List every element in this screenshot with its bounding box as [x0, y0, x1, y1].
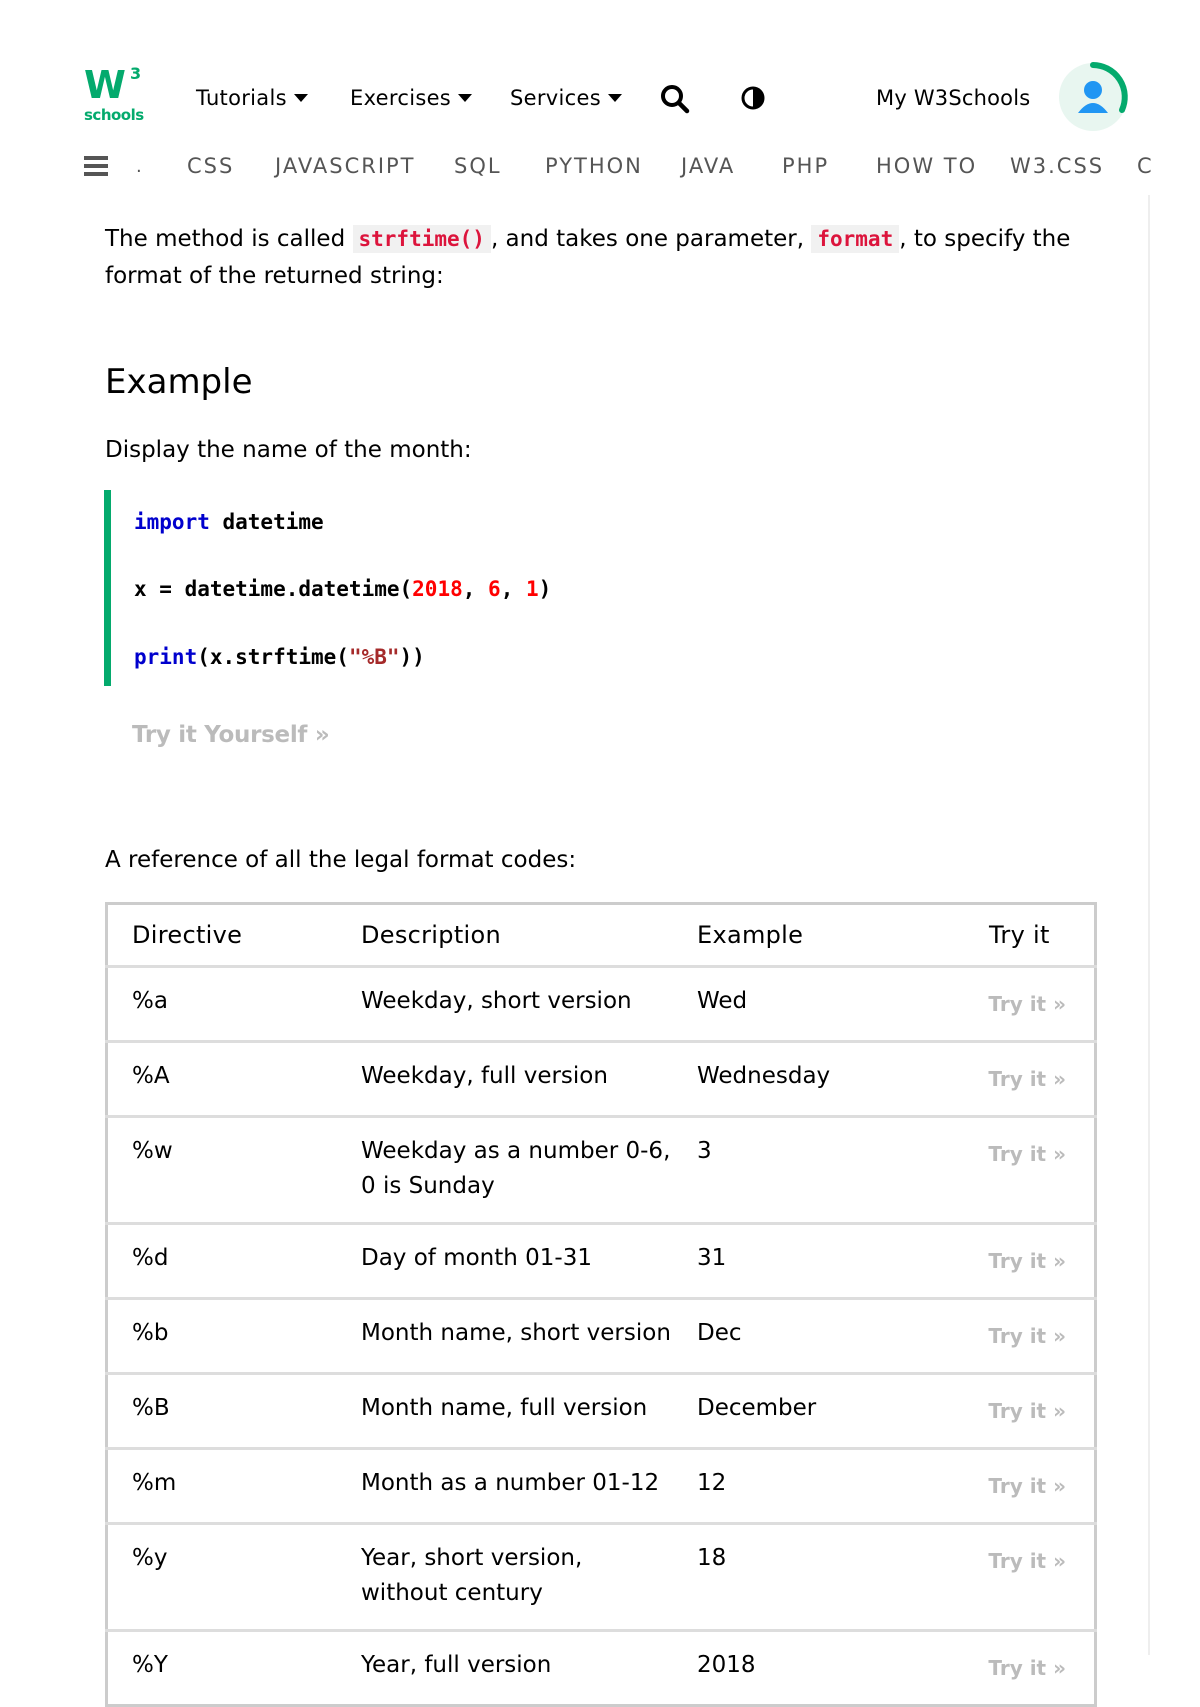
user-avatar-icon[interactable]	[1056, 60, 1130, 134]
cell-directive: %b	[107, 1299, 338, 1374]
cell-directive: %B	[107, 1374, 338, 1449]
menu-tutorials-label: Tutorials	[196, 86, 287, 110]
code-text: x = datetime.datetime(	[134, 577, 413, 601]
cell-directive: %Y	[132, 1652, 168, 1678]
table-row	[107, 1117, 1096, 1224]
nav-item-java[interactable]: JAVA	[681, 154, 736, 178]
cell-example: 12	[673, 1449, 961, 1524]
cell-try	[961, 1524, 1096, 1631]
table-row	[107, 1631, 1096, 1706]
cell-try	[961, 1449, 1096, 1524]
nav-item-css[interactable]: CSS	[187, 154, 235, 178]
try-it-button[interactable]: Try it »	[988, 1142, 1066, 1166]
inline-code-format: format	[811, 225, 899, 253]
header-try-it: Try it	[961, 904, 1096, 967]
try-it-button[interactable]: Try it »	[988, 1549, 1066, 1573]
cell-example: 3	[673, 1117, 961, 1224]
try-it-button[interactable]: Try it »	[988, 1249, 1066, 1273]
cell-description: Day of month 01-31	[337, 1224, 673, 1299]
cell-example: 18	[673, 1524, 961, 1631]
try-it-yourself-button[interactable]: Try it Yourself »	[132, 722, 330, 748]
table-row	[107, 1224, 1096, 1299]
menu-services-label: Services	[510, 86, 601, 110]
cell-description: Month name, short version	[337, 1299, 673, 1374]
caret-down-icon	[458, 94, 472, 102]
cell-example: 31	[673, 1224, 961, 1299]
intro-paragraph	[105, 221, 1105, 295]
table-row	[107, 1042, 1096, 1117]
subject-nav	[0, 150, 1200, 186]
code-number: 2018	[412, 577, 463, 601]
code-text: ))	[399, 645, 425, 669]
cell-example: December	[673, 1374, 961, 1449]
nav-item-w3css[interactable]: W3.CSS	[1010, 154, 1105, 178]
example-heading: Example	[105, 362, 253, 402]
cell-description: Weekday as a number 0-6, 0 is Sunday	[337, 1117, 673, 1224]
cell-description: Month name, full version	[337, 1374, 673, 1449]
code-line-2	[134, 577, 551, 601]
nav-dot: .	[136, 156, 142, 177]
logo-w: W	[84, 63, 123, 107]
caret-down-icon	[608, 94, 622, 102]
code-text: )	[538, 577, 552, 601]
inline-code-strftime: strftime()	[353, 225, 491, 253]
code-keyword-print: print	[134, 645, 198, 669]
menu-exercises[interactable]	[350, 86, 472, 110]
cell-description: Month as a number 01-12	[337, 1449, 673, 1524]
w3schools-logo[interactable]	[84, 63, 148, 126]
logo-superscript: 3	[130, 64, 142, 83]
cell-description: Weekday, short version	[337, 967, 673, 1042]
table-row	[107, 1524, 1096, 1631]
cell-example: Dec	[673, 1299, 961, 1374]
table-row	[107, 1374, 1096, 1449]
header-example: Example	[673, 904, 961, 967]
code-example	[104, 490, 1111, 686]
cell-example: 2018	[697, 1652, 756, 1678]
nav-item-javascript[interactable]: JAVASCRIPT	[275, 154, 416, 178]
table-row	[107, 1449, 1096, 1524]
nav-item-c[interactable]: C	[1137, 154, 1154, 178]
header-description: Description	[337, 904, 673, 967]
nav-item-howto[interactable]: HOW TO	[876, 154, 978, 178]
nav-item-python[interactable]: PYTHON	[545, 154, 643, 178]
cell-directive: %a	[107, 967, 338, 1042]
cell-try	[961, 1374, 1096, 1449]
cell-example: Wed	[673, 967, 961, 1042]
cell-description: Weekday, full version	[337, 1042, 673, 1117]
cell-try	[961, 1299, 1096, 1374]
try-it-button[interactable]: Try it »	[988, 1474, 1066, 1498]
cell-directive: %y	[107, 1524, 338, 1631]
code-line-1	[134, 510, 324, 534]
try-it-button[interactable]: Try it »	[988, 1067, 1066, 1091]
my-w3schools-link[interactable]: My W3Schools	[876, 86, 1031, 110]
logo-schools: schools	[84, 106, 144, 124]
code-string: "%B"	[348, 645, 400, 669]
cell-description: Year, short version, without century	[337, 1524, 673, 1631]
cell-try	[961, 1631, 1096, 1706]
cell-example: Wednesday	[673, 1042, 961, 1117]
cell-directive: %d	[107, 1224, 338, 1299]
format-codes-table	[105, 902, 1097, 1707]
hamburger-icon[interactable]	[84, 156, 108, 176]
intro-text-2: , and takes one parameter,	[490, 226, 812, 252]
cell-try	[961, 1042, 1096, 1117]
cell-try	[961, 1117, 1096, 1224]
try-it-button[interactable]: Try it »	[988, 992, 1066, 1016]
table-header-row	[107, 904, 1096, 967]
menu-tutorials[interactable]	[196, 86, 308, 110]
cell-directive: %w	[107, 1117, 338, 1224]
code-text: datetime	[209, 510, 324, 534]
try-it-button[interactable]: Try it »	[988, 1399, 1066, 1423]
code-number: 1	[525, 577, 539, 601]
search-icon[interactable]	[660, 84, 690, 114]
code-number: 6	[488, 577, 501, 601]
cell-try	[961, 967, 1096, 1042]
nav-item-php[interactable]: PHP	[782, 154, 830, 178]
example-caption: Display the name of the month:	[105, 437, 472, 463]
top-bar	[0, 0, 1200, 140]
intro-text-4: format of the returned string:	[105, 263, 444, 289]
menu-exercises-label: Exercises	[350, 86, 452, 110]
try-it-button[interactable]: Try it »	[988, 1656, 1066, 1680]
intro-text-3: , to specify the	[899, 226, 1071, 252]
caret-down-icon	[294, 94, 308, 102]
cell-directive: %m	[107, 1449, 338, 1524]
code-line-3	[134, 645, 425, 669]
cell-description: Year, full version	[361, 1652, 552, 1678]
reference-caption: A reference of all the legal format codes:	[105, 847, 577, 873]
try-it-button[interactable]: Try it »	[988, 1324, 1066, 1348]
cell-directive: %A	[107, 1042, 338, 1117]
code-text: ,	[462, 577, 489, 601]
content-divider	[1148, 195, 1150, 1655]
code-keyword-import: import	[134, 510, 210, 534]
header-directive: Directive	[107, 904, 338, 967]
menu-services[interactable]	[510, 86, 622, 110]
cell-try	[961, 1224, 1096, 1299]
table-row	[107, 1299, 1096, 1374]
intro-text-1: The method is called	[105, 226, 353, 252]
code-text: ,	[500, 577, 526, 601]
contrast-icon[interactable]	[741, 86, 765, 110]
nav-item-sql[interactable]: SQL	[454, 154, 502, 178]
table-row	[107, 967, 1096, 1042]
code-text: (x.strftime(	[197, 645, 349, 669]
